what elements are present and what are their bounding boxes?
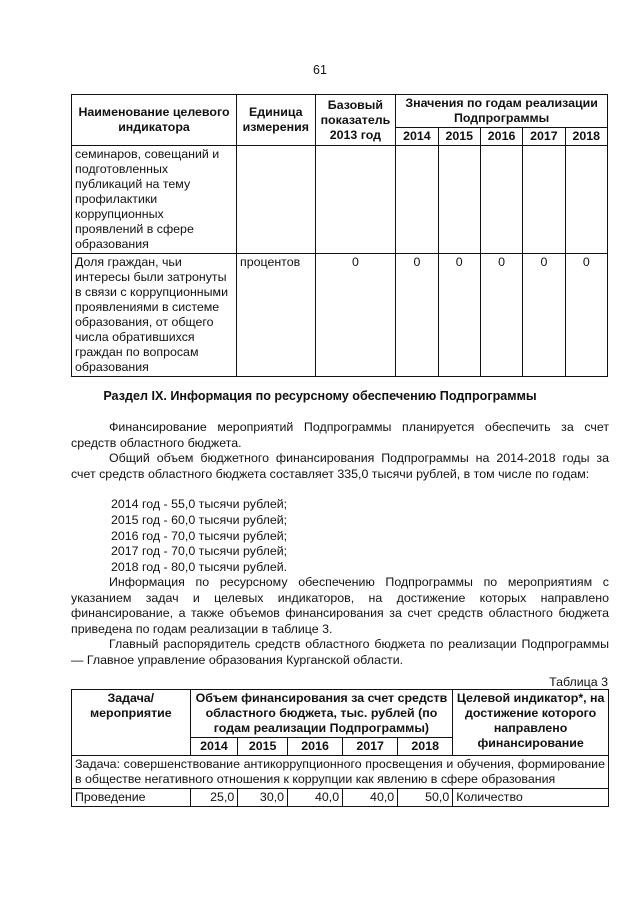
header-year: 2014 — [396, 128, 438, 146]
paragraph: Финансирование мероприятий Подпрограммы планируется обеспечить за счет средств областного бюджета. — [71, 420, 609, 450]
task-text: Задача: совершенствование антикоррупционного просвещения и обучения, формирование в обществе негативного отношения к коррупции как явлению в сфере образования — [72, 756, 609, 789]
funding-table — [71, 689, 609, 807]
indicator-value: 0 — [438, 254, 480, 377]
indicator-value: 0 — [396, 254, 438, 377]
header-indicator-name: Наименование целевого индикатора — [72, 95, 237, 146]
header-year: 2018 — [565, 128, 607, 146]
header-indicator: Целевой индикатор*, на достижение которого направлено финансирование — [453, 690, 609, 756]
header-year: 2017 — [523, 128, 565, 146]
header-values: Значения по годам реализации Подпрограммы — [396, 95, 608, 128]
header-year: 2018 — [398, 738, 453, 756]
indicator-table — [71, 94, 608, 377]
indicator-value: 0 — [565, 254, 607, 377]
header-year: 2015 — [438, 128, 480, 146]
header-year: 2016 — [480, 128, 522, 146]
paragraph: Главный распорядитель средств областного бюджета по реализации Подпрограммы — Главное управление образования Курганской области. — [71, 637, 609, 667]
section-title: Раздел IX. Информация по ресурсному обеспечению Подпрограммы — [103, 389, 537, 403]
table-row — [72, 254, 608, 377]
indicator-base: 0 — [315, 254, 396, 377]
table-row — [72, 789, 609, 807]
year-line: 2017 год - 70,0 тысячи рублей; — [111, 544, 288, 558]
year-line: 2014 год - 55,0 тысячи рублей; — [111, 497, 288, 511]
indicator-unit: процентов — [237, 254, 316, 377]
indicator-value: 0 — [523, 254, 565, 377]
indicator-value — [438, 146, 480, 254]
header-year: 2015 — [238, 738, 288, 756]
year-line: 2016 год - 70,0 тысячи рублей; — [111, 529, 288, 543]
indicator-value: 0 — [480, 254, 522, 377]
header-volume: Объем финансирования за счет средств областного бюджета, тыс. рублей (по годам реализации Подпрограммы) — [190, 690, 453, 738]
header-unit: Единица измерения — [237, 95, 316, 146]
header-base: Базовый показатель 2013 год — [315, 95, 396, 146]
indicator-value — [480, 146, 522, 254]
funding-value: 50,0 — [398, 789, 453, 807]
indicator-base — [315, 146, 396, 254]
indicator-name: Доля граждан, чьи интересы были затронуты в связи с коррупционными проявлениями в системе образования, от общего числа обратившихся граждан по вопросам образования — [72, 254, 237, 377]
table-label: Таблица 3 — [549, 675, 608, 689]
indicator-value — [565, 146, 607, 254]
indicator-name: семинаров, совещаний и подготовленных публикаций на тему профилактики коррупционных проявлений в сфере образования — [72, 146, 237, 254]
year-line: 2018 год - 80,0 тысячи рублей. — [111, 560, 288, 574]
funding-value: 40,0 — [343, 789, 398, 807]
funding-value: 30,0 — [238, 789, 288, 807]
header-year: 2017 — [343, 738, 398, 756]
funding-value: 25,0 — [190, 789, 238, 807]
year-line: 2015 год - 60,0 тысячи рублей; — [111, 513, 288, 527]
page-number: 61 — [313, 63, 327, 77]
paragraph: Общий объем бюджетного финансирования Подпрограммы на 2014-2018 годы за счет средств областного бюджета составляет 335,0 тысячи рублей, в том числе по годам: — [71, 451, 609, 481]
indicator-cell: Количество — [453, 789, 609, 807]
table-row — [72, 146, 608, 254]
header-year: 2016 — [288, 738, 343, 756]
funding-value: 40,0 — [288, 789, 343, 807]
header-year: 2014 — [190, 738, 238, 756]
indicator-value — [523, 146, 565, 254]
task-row — [72, 756, 609, 789]
paragraph: Информация по ресурсному обеспечению Подпрограммы по мероприятиям с указанием задач и целевых индикаторов, на достижение которых направлено финансирование, а также объемов финансирования за счет средств областного бюджета приведена по годам реализации в таблице 3. — [71, 575, 609, 636]
indicator-unit — [237, 146, 316, 254]
indicator-value — [396, 146, 438, 254]
header-task: Задача/ мероприятие — [72, 690, 191, 756]
activity-name: Проведение — [72, 789, 191, 807]
